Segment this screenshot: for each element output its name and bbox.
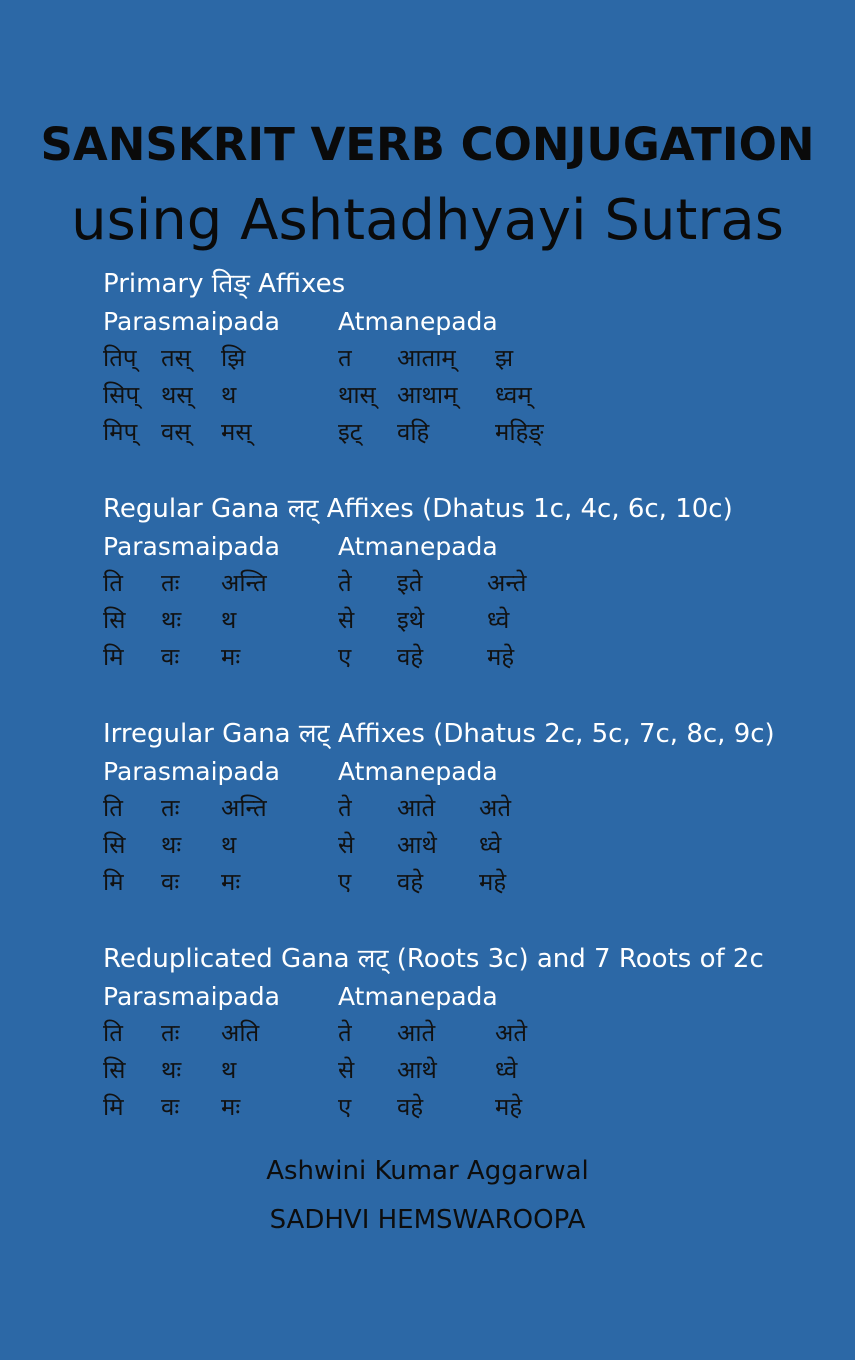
affix-cell: इते	[397, 569, 423, 597]
affix-cell: सि	[103, 831, 126, 859]
affix-row	[103, 340, 514, 377]
voice-header	[103, 303, 498, 340]
affix-cell: आथे	[397, 1056, 437, 1084]
affix-row	[103, 1052, 764, 1089]
parasmaipada-label: Parasmaipada	[103, 757, 280, 786]
affix-cell: वहे	[397, 643, 424, 671]
affix-row	[103, 1089, 764, 1126]
atmanepada-label: Atmanepada	[338, 532, 498, 561]
affix-cell: आताम्	[397, 344, 456, 372]
voice-header	[103, 978, 764, 1015]
affix-cell: ध्वे	[479, 831, 502, 859]
affix-cell: ध्वम्	[495, 381, 532, 409]
affix-cell: मस्	[221, 418, 252, 446]
affix-cell: थास्	[338, 381, 376, 409]
affix-cell: अति	[221, 1019, 260, 1047]
affix-cell: महे	[487, 643, 515, 671]
affix-cell: तस्	[161, 344, 191, 372]
affix-cell: सि	[103, 606, 126, 634]
affix-cell: सि	[103, 1056, 126, 1084]
affix-cell: त	[338, 344, 352, 372]
section-title: Regular Gana लट् Affixes (Dhatus 1c, 4c, 6c, 10c)	[103, 494, 733, 524]
affix-cell: से	[338, 831, 355, 859]
parasmaipada-label: Parasmaipada	[103, 532, 280, 561]
section-primary-tin-affixes	[103, 265, 544, 451]
affix-row	[103, 1015, 764, 1052]
affix-cell: मि	[103, 643, 124, 671]
section-title: Primary तिङ् Affixes	[103, 269, 346, 299]
affix-cell: अन्ते	[487, 569, 527, 597]
affix-cell: अन्ति	[221, 794, 267, 822]
affix-cell: आथे	[397, 831, 437, 859]
affix-cell: महे	[479, 868, 507, 896]
affix-cell: महे	[495, 1093, 523, 1121]
parasmaipada-label: Parasmaipada	[103, 982, 280, 1011]
author-name: Ashwini Kumar Aggarwal	[266, 1156, 589, 1186]
affix-cell: तः	[161, 1019, 180, 1047]
affix-cell: वस्	[161, 418, 191, 446]
affix-cell: तः	[161, 569, 180, 597]
affix-cell: मिप्	[103, 418, 138, 446]
section-title: Irregular Gana लट् Affixes (Dhatus 2c, 5c, 7c, 8c, 9c)	[103, 719, 775, 749]
affix-cell: झि	[221, 344, 246, 372]
affix-cell: थ	[221, 381, 237, 409]
affix-cell: से	[338, 1056, 355, 1084]
affix-cell: ध्वे	[495, 1056, 518, 1084]
affix-cell: वहे	[397, 868, 424, 896]
affix-cell: थः	[161, 606, 182, 634]
affix-cell: ति	[103, 569, 123, 597]
section-reduplicated-gana	[103, 940, 764, 1126]
affix-cell: मि	[103, 868, 124, 896]
affix-cell: थः	[161, 1056, 182, 1084]
affix-row	[103, 377, 532, 414]
affix-row	[103, 639, 733, 676]
section-regular-gana	[103, 490, 733, 676]
affix-cell: इथे	[397, 606, 425, 634]
voice-header	[103, 528, 733, 565]
affix-cell: आते	[397, 1019, 436, 1047]
affix-cell: थ	[221, 606, 237, 634]
affix-cell: झ	[495, 344, 514, 372]
affix-cell: तिप्	[103, 344, 137, 372]
affix-row	[103, 827, 775, 864]
affix-cell: अते	[479, 794, 512, 822]
affix-cell: तः	[161, 794, 180, 822]
affix-cell: ते	[338, 794, 352, 822]
affix-cell: वः	[161, 1093, 180, 1121]
affix-cell: महिङ्	[495, 418, 544, 446]
section-irregular-gana	[103, 715, 775, 901]
section-title: Reduplicated Gana लट् (Roots 3c) and 7 Roots of 2c	[103, 944, 764, 974]
voice-header	[103, 753, 775, 790]
affix-cell: थ	[221, 1056, 237, 1084]
affix-cell: वहे	[397, 1093, 424, 1121]
affix-row	[103, 565, 733, 602]
affix-cell: ते	[338, 569, 352, 597]
affix-cell: थस्	[161, 381, 193, 409]
affix-cell: ति	[103, 794, 123, 822]
affix-cell: वहि	[397, 418, 430, 446]
affix-cell: थ	[221, 831, 237, 859]
parasmaipada-label: Parasmaipada	[103, 307, 280, 336]
affix-cell: ते	[338, 1019, 352, 1047]
affix-row	[103, 414, 544, 451]
affix-cell: ए	[338, 868, 352, 896]
affix-cell: इट्	[338, 418, 362, 446]
affix-row	[103, 864, 775, 901]
affix-cell: सिप्	[103, 381, 140, 409]
book-subtitle: using Ashtadhyayi Sutras	[71, 188, 784, 253]
affix-cell: मि	[103, 1093, 124, 1121]
affix-row	[103, 790, 775, 827]
atmanepada-label: Atmanepada	[338, 757, 498, 786]
author-name: SADHVI HEMSWAROOPA	[269, 1205, 586, 1235]
atmanepada-label: Atmanepada	[338, 307, 498, 336]
affix-cell: ए	[338, 1093, 352, 1121]
affix-cell: मः	[221, 643, 241, 671]
affix-cell: वः	[161, 868, 180, 896]
book-title: SANSKRIT VERB CONJUGATION	[40, 118, 815, 171]
affix-cell: मः	[221, 868, 241, 896]
affix-cell: ध्वे	[487, 606, 510, 634]
affix-cell: ति	[103, 1019, 123, 1047]
affix-row	[103, 602, 733, 639]
affix-cell: आथाम्	[397, 381, 458, 409]
affix-cell: अन्ति	[221, 569, 267, 597]
affix-cell: ए	[338, 643, 352, 671]
affix-cell: मः	[221, 1093, 241, 1121]
affix-cell: वः	[161, 643, 180, 671]
affix-cell: थः	[161, 831, 182, 859]
affix-cell: से	[338, 606, 355, 634]
atmanepada-label: Atmanepada	[338, 982, 498, 1011]
affix-cell: अते	[495, 1019, 528, 1047]
affix-cell: आते	[397, 794, 436, 822]
